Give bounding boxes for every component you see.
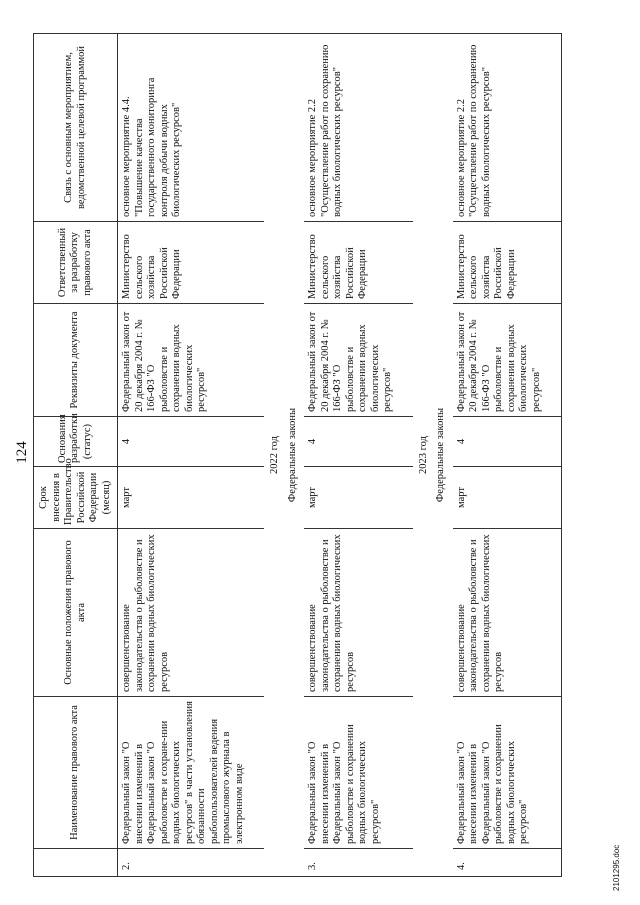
- section-year-row: [264, 34, 282, 877]
- header-number: [34, 849, 118, 877]
- legal-acts-table: [33, 33, 562, 877]
- act-requisites: Федеральный закон от 20 декабря 2004 г. № 166-ФЗ "О рыболовстве и сохранении водных биологических ресурсов": [453, 304, 562, 417]
- header-deadline: Срок внесения в Правительство Российской Федерации (месяц): [34, 467, 118, 529]
- act-provisions: совершенствование законодательства о рыболовстве и сохранении водных биологических ресурсов: [118, 529, 265, 697]
- table-row: [304, 34, 413, 877]
- row-number: 2.: [118, 849, 265, 877]
- section-category: Федеральные законы: [430, 34, 453, 877]
- act-link: основное мероприятие 4.4. "Повышение качества государственного мониторинга контроля добычи водных биологических ресурсов": [118, 34, 265, 222]
- act-name: Федеральный закон "О внесении изменений в Федеральный закон "О рыболовстве и сохране-нии водных биологических ресурсов" в части установления обязанности рыбопользователей ведения промыслового журнала в электронном виде: [118, 697, 265, 849]
- act-basis: 4: [118, 417, 265, 467]
- act-name: Федеральный закон "О внесении изменений в Федеральный закон "О рыболовстве и сохранении водных биологических ресурсов": [453, 697, 562, 849]
- section-category-row: [430, 34, 453, 877]
- act-provisions: совершенствование законодательства о рыболовстве и сохранении водных биологических ресурсов: [304, 529, 413, 697]
- header-provisions: Основные положения правового акта: [34, 529, 118, 697]
- act-link: основное мероприятие 2.2 "Осуществление работ по сохранению водных биологических ресурсов": [453, 34, 562, 222]
- act-deadline: март: [304, 467, 413, 529]
- section-year: 2023 год: [413, 34, 431, 877]
- row-number: 3.: [304, 849, 413, 877]
- header-responsible: Ответственный за разработку правового акта: [34, 222, 118, 304]
- act-deadline: март: [453, 467, 562, 529]
- act-deadline: март: [118, 467, 265, 529]
- section-year-row: [413, 34, 431, 877]
- legal-acts-table-container: [33, 34, 587, 877]
- act-requisites: Федеральный закон от 20 декабря 2004 г. № 166-ФЗ "О рыболовстве и сохранении водных биологических ресурсов": [304, 304, 413, 417]
- act-responsible: Министерство сельского хозяйства Российской Федерации: [304, 222, 413, 304]
- act-provisions: совершенствование законодательства о рыболовстве и сохранении водных биологических ресурсов: [453, 529, 562, 697]
- header-act-name: Наименование правового акта: [34, 697, 118, 849]
- header-requisites: Реквизиты документа: [34, 304, 118, 417]
- table-row: [453, 34, 562, 877]
- act-basis: 4: [453, 417, 562, 467]
- header-link: Связь с основным мероприятием, ведомственной целевой программой: [34, 34, 118, 222]
- table-row: [118, 34, 265, 877]
- act-name: Федеральный закон "О внесении изменений в Федеральный закон "О рыболовстве и сохранении водных биологических ресурсов": [304, 697, 413, 849]
- act-responsible: Министерство сельского хозяйства Российской Федерации: [453, 222, 562, 304]
- page-number: 124: [14, 441, 30, 464]
- section-category-row: [282, 34, 305, 877]
- header-basis: Основания разработки (статус): [34, 417, 118, 467]
- section-year: 2022 год: [264, 34, 282, 877]
- section-category: Федеральные законы: [282, 34, 305, 877]
- act-link: основное мероприятие 2.2 "Осуществление работ по сохранению водных биологических ресурсов": [304, 34, 413, 222]
- row-number: 4.: [453, 849, 562, 877]
- document-code: 2101295.doc: [612, 844, 621, 891]
- act-basis: 4: [304, 417, 413, 467]
- table-header-row: [34, 34, 118, 877]
- act-requisites: Федеральный закон от 20 декабря 2004 г. № 166-ФЗ "О рыболовстве и сохранении водных биологических ресурсов": [118, 304, 265, 417]
- act-responsible: Министерство сельского хозяйства Российской Федерации: [118, 222, 265, 304]
